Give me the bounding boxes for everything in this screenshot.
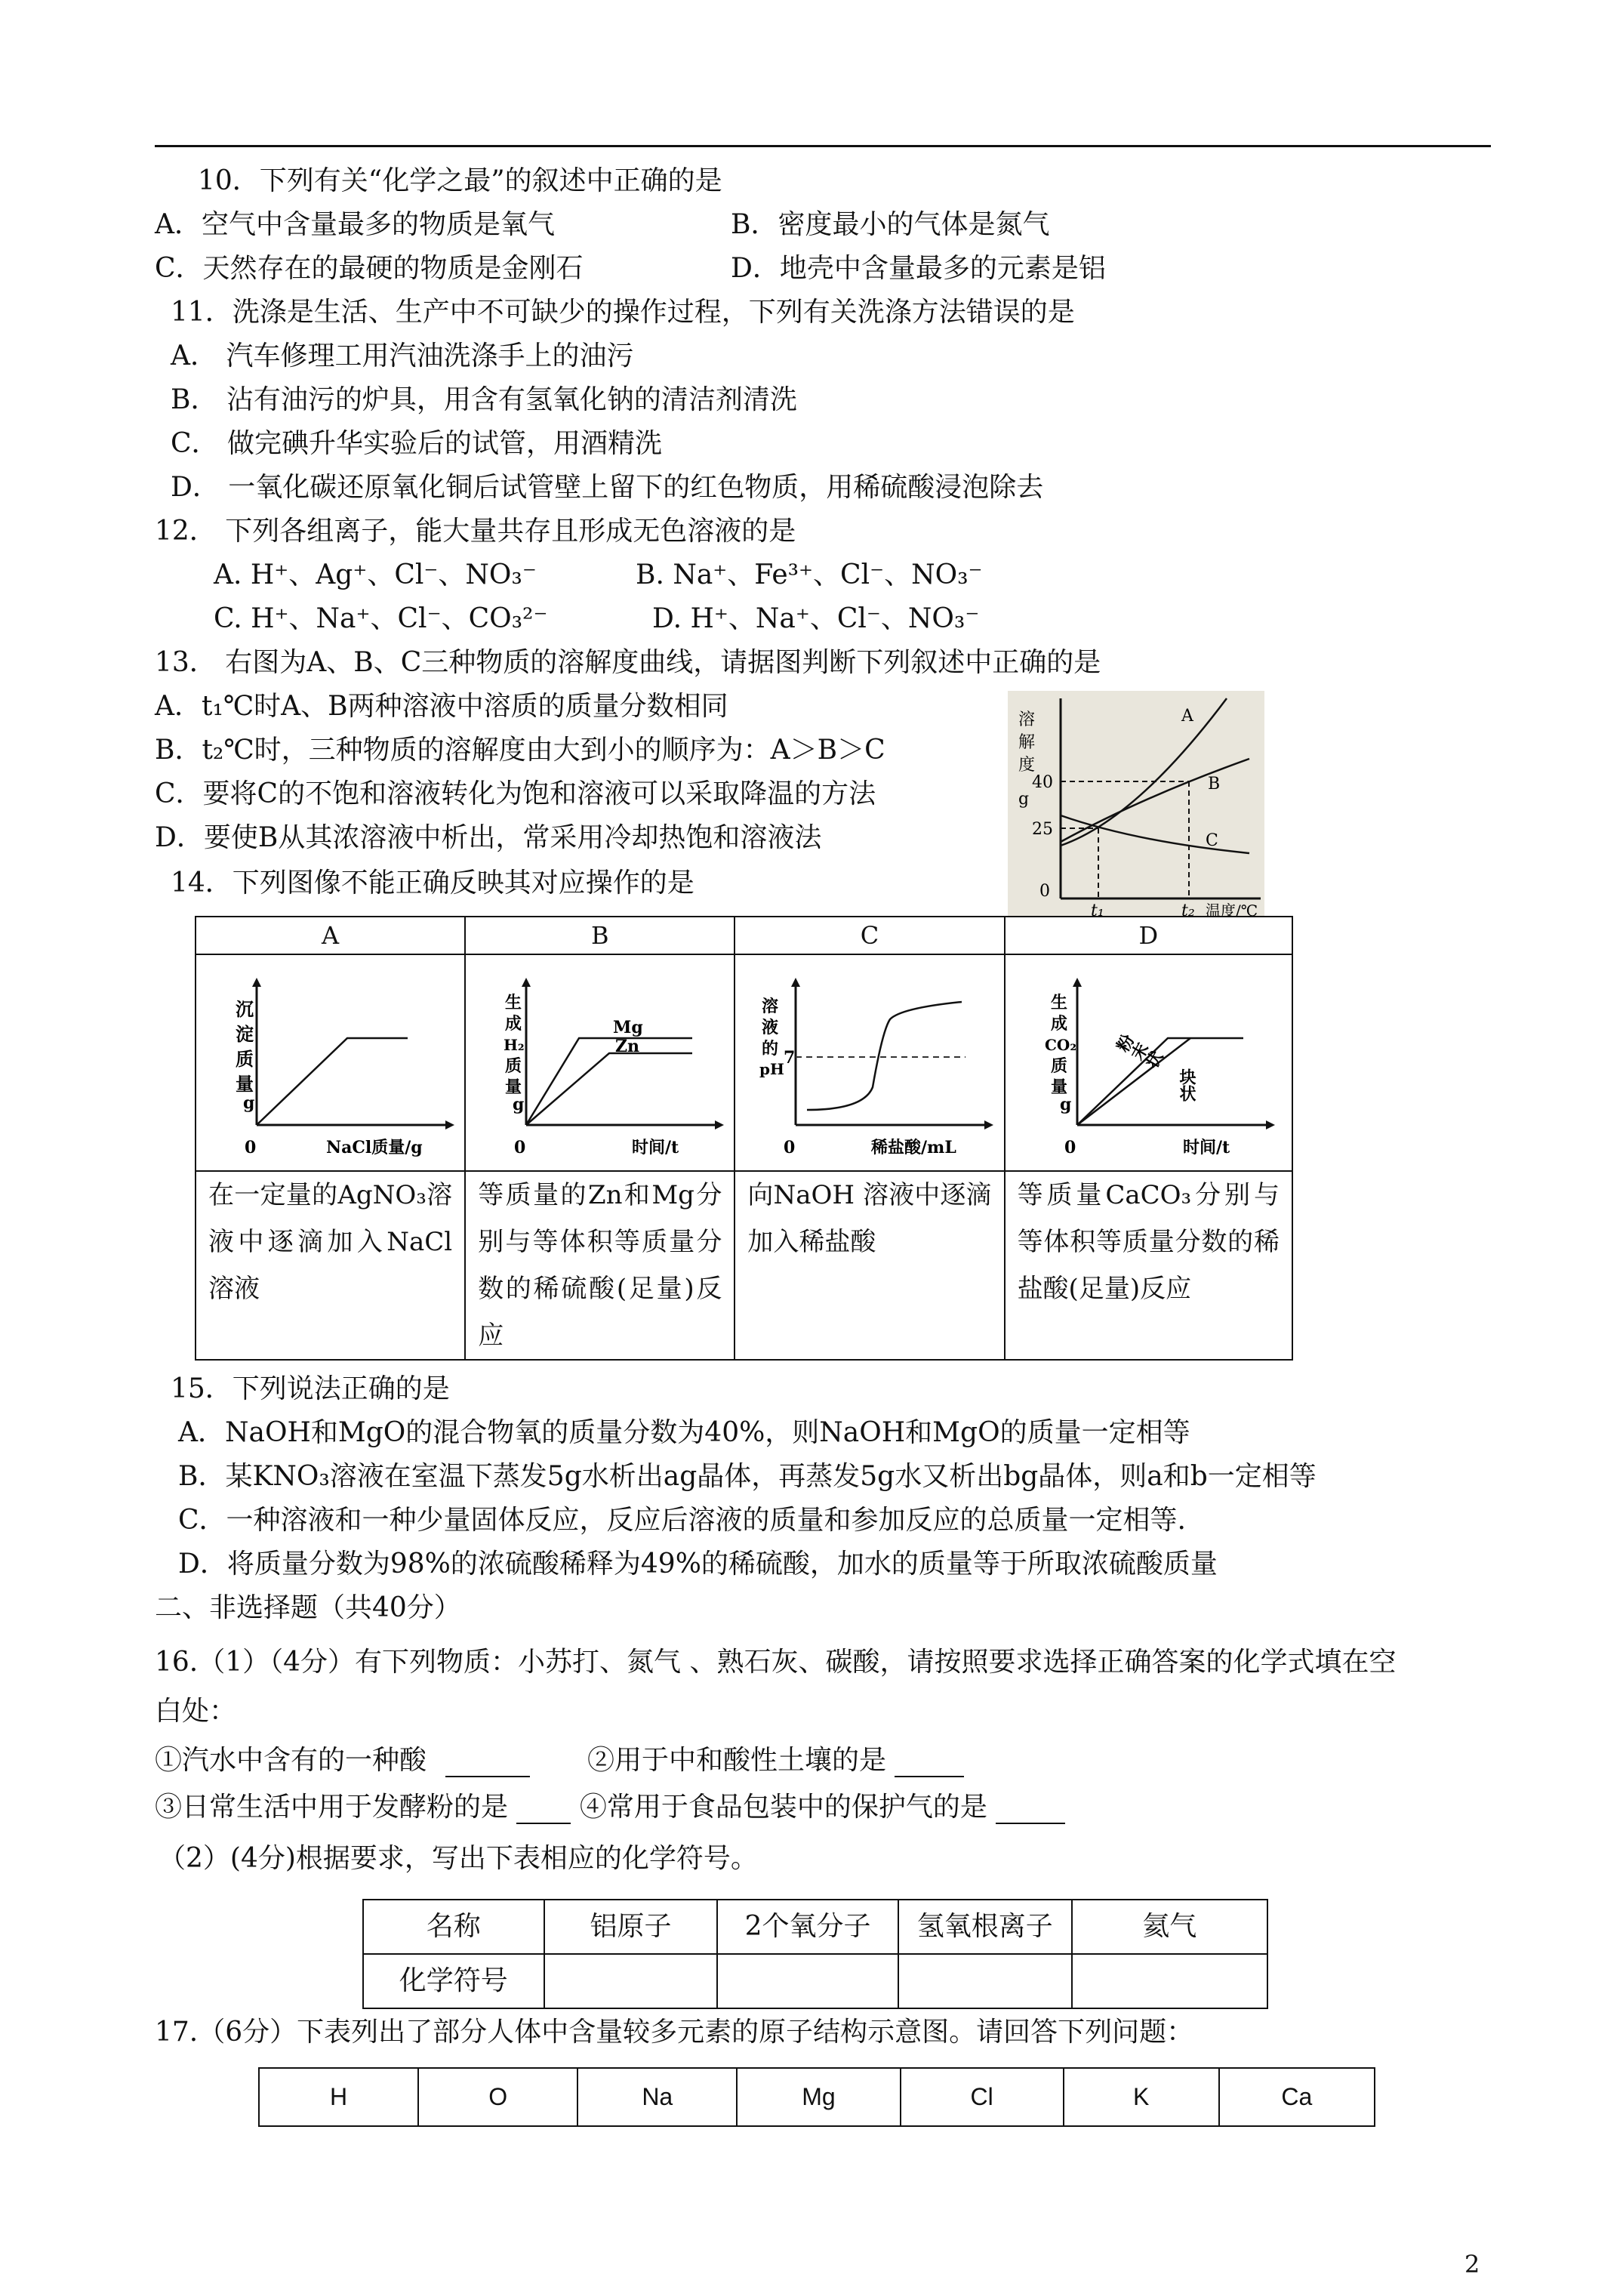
page-number: 2 — [1464, 2250, 1480, 2279]
q16-answer-cell-al[interactable] — [544, 1954, 718, 2008]
q16-stem-line1: 16.（1）（4分）有下列物质：小苏打、氮气 、熟石灰、碳酸，请按照要求选择正确答案的化学式填在空 — [155, 1647, 1397, 1678]
plot-b — [466, 955, 731, 1170]
plot-a-y-arrow — [252, 978, 261, 987]
plot-d-line-powder — [1077, 1038, 1243, 1125]
q14-desc-d: 等质量CaCO₃分别与等体积等质量分数的稀盐酸(足量)反应 — [1005, 1171, 1292, 1360]
q14-desc-a: 在一定量的AgNO₃溶液中逐滴加入NaCl溶液 — [196, 1171, 465, 1360]
q16-table-header-o2: 2个氧分子 — [717, 1900, 898, 1954]
q12-option-a: A. H⁺、Ag⁺、Cl⁻、NO₃⁻ — [214, 559, 537, 590]
plot-a-x-arrow — [445, 1120, 454, 1130]
q17-element-o: O — [418, 2068, 577, 2126]
plot-a-y-label-2: 淀 — [236, 1023, 254, 1045]
curve-c-label: C — [1206, 831, 1218, 850]
q10-option-c: C．天然存在的最硬的物质是金刚石 — [155, 253, 584, 284]
q16-item-1-text: ①汽水中含有的一种酸 — [155, 1745, 427, 1776]
plot-c-origin: 0 — [784, 1138, 796, 1157]
plot-c-x-label: 稀盐酸/mL — [871, 1138, 957, 1157]
q14-table — [195, 916, 1293, 1361]
q16-table-row-symbol: 化学符号 — [363, 1954, 544, 2008]
q15-option-d: D．将质量分数为98%的浓硫酸稀释为49%的稀硫酸，加水的质量等于所取浓硫酸质量 — [178, 1549, 1218, 1579]
plot-b-y-label-4: 质 — [505, 1056, 522, 1076]
q16-symbol-table — [362, 1899, 1268, 2009]
plot-b-y-arrow — [522, 978, 531, 987]
q14-header-d: D — [1005, 917, 1292, 954]
q16-table-header-name: 名称 — [363, 1900, 544, 1954]
plot-a-y-label-3: 质 — [236, 1048, 254, 1070]
q17-element-ca: Ca — [1219, 2068, 1375, 2126]
y-tick-25: 25 — [1032, 820, 1053, 839]
q17-element-cl: Cl — [901, 2068, 1064, 2126]
plot-a-origin: 0 — [245, 1138, 257, 1157]
plot-d-y-arrow — [1073, 978, 1082, 987]
header-rule — [155, 145, 1491, 147]
q16-stem-line2: 白处： — [155, 1696, 237, 1727]
q14-plot-cell-c — [735, 954, 1004, 1171]
plot-c-x-arrow — [984, 1120, 993, 1130]
plot-d-y-label-3: CO₂ — [1044, 1036, 1076, 1054]
q17-element-k: K — [1064, 2068, 1219, 2126]
plot-a-y-unit: g — [243, 1093, 255, 1113]
plot-b-x-arrow — [715, 1120, 724, 1130]
plot-b-x-label: 时间/t — [632, 1138, 679, 1157]
q13-option-d: D．要使B从其浓溶液中析出，常采用冷却热饱和溶液法 — [155, 822, 822, 853]
plot-d-x-arrow — [1266, 1120, 1275, 1130]
curve-b-label: B — [1208, 775, 1221, 794]
plot-d-series-powder: 粉末状 — [1112, 1031, 1166, 1074]
q16-answer-cell-oh[interactable] — [898, 1954, 1072, 2008]
plot-b-y-label-2: 成 — [505, 1014, 522, 1034]
q14-plot-cell-a — [196, 954, 465, 1171]
q17-element-mg: Mg — [737, 2068, 900, 2126]
q16-table-header-he: 氦气 — [1072, 1900, 1267, 1954]
plot-b-line-mg — [526, 1038, 692, 1125]
q16-table-header-oh: 氢氧根离子 — [898, 1900, 1072, 1954]
q15-option-a: A．NaOH和MgO的混合物氧的质量分数为40%，则NaOH和MgO的质量一定相等 — [178, 1417, 1190, 1448]
plot-d-y-label-2: 成 — [1050, 1014, 1067, 1034]
q15-stem: 15．下列说法正确的是 — [171, 1373, 450, 1404]
plot-c-y-arrow — [791, 978, 800, 987]
plot-b-series-mg: Mg — [613, 1018, 643, 1037]
q14-header-c: C — [735, 917, 1004, 954]
plot-b-series-zn: Zn — [615, 1037, 640, 1056]
q16-item-2-text: ②用于中和酸性土壤的是 — [587, 1745, 887, 1776]
solubility-curve-figure — [1008, 691, 1264, 917]
q12-option-d: D. H⁺、Na⁺、Cl⁻、NO₃⁻ — [652, 603, 980, 634]
q12-option-c: C. H⁺、Na⁺、Cl⁻、CO₃²⁻ — [214, 603, 548, 634]
x-tick-t2: t₂ — [1181, 901, 1195, 917]
q16-answer-blank-3[interactable] — [516, 1797, 571, 1824]
plot-c-ph7-tick: 7 — [784, 1048, 796, 1068]
plot-c — [735, 955, 1001, 1170]
origin-label: 0 — [1039, 882, 1050, 901]
y-tick-40: 40 — [1032, 773, 1053, 792]
q15-option-c: C．一种溶液和一种少量固体反应，反应后溶液的质量和参加反应的总质量一定相等. — [178, 1505, 1186, 1536]
q11-stem: 11．洗涤是生活、生产中不可缺少的操作过程，下列有关洗涤方法错误的是 — [171, 297, 1075, 328]
q16-answer-cell-o2[interactable] — [717, 1954, 898, 2008]
q10-stem: 10．下列有关“化学之最”的叙述中正确的是 — [198, 165, 722, 196]
q17-stem: 17.（6分）下表列出了部分人体中含量较多元素的原子结构示意图。请回答下列问题： — [155, 2017, 1194, 2048]
plot-b-origin: 0 — [514, 1138, 526, 1157]
plot-c-y-label-4: pH — [759, 1060, 785, 1078]
q16-answer-blank-1[interactable] — [445, 1750, 530, 1777]
q17-element-na: Na — [577, 2068, 737, 2126]
y-label-1: 溶 — [1018, 710, 1036, 729]
q16-item-3 — [155, 1791, 1065, 1824]
q10-option-d: D．地壳中含量最多的元素是铝 — [731, 253, 1106, 284]
plot-d-y-unit: g — [1059, 1095, 1071, 1114]
y-unit: g — [1018, 790, 1030, 809]
q13-option-c: C．要将C的不饱和溶液转化为饱和溶液可以采取降温的方法 — [155, 778, 876, 809]
q12-stem: 12． 下列各组离子，能大量共存且形成无色溶液的是 — [155, 516, 796, 547]
plot-a — [196, 955, 462, 1170]
y-label-2: 解 — [1018, 733, 1036, 752]
q16-item-1 — [155, 1744, 530, 1777]
q14-plot-cell-d — [1005, 954, 1292, 1171]
plot-c-y-label-2: 液 — [762, 1018, 779, 1037]
plot-d — [1006, 955, 1289, 1170]
q12-option-b: B. Na⁺、Fe³⁺、Cl⁻、NO₃⁻ — [636, 559, 983, 590]
q16-item-4-text: ④常用于食品包装中的保护气的是 — [579, 1792, 987, 1823]
plot-a-line — [257, 1038, 408, 1125]
q16-item-3-text: ③日常生活中用于发酵粉的是 — [155, 1792, 509, 1823]
q16-answer-blank-2[interactable] — [895, 1750, 964, 1777]
q11-option-c: C． 做完碘升华实验后的试管，用酒精洗 — [171, 428, 662, 459]
q14-header-b: B — [465, 917, 735, 954]
q17-element-h: H — [259, 2068, 418, 2126]
q16-answer-blank-4[interactable] — [996, 1797, 1065, 1824]
plot-b-line-zn — [526, 1053, 692, 1125]
y-label-3: 度 — [1018, 756, 1036, 775]
plot-b-y-label-5: 量 — [505, 1077, 522, 1097]
plot-b-y-unit: g — [513, 1095, 525, 1114]
q15-option-b: B．某KNO₃溶液在室温下蒸发5g水析出ag晶体，再蒸发5g水又析出bg晶体，则a和b一定相等 — [178, 1461, 1317, 1492]
q10-option-a: A．空气中含量最多的物质是氧气 — [155, 209, 555, 240]
q16-table-header-al: 铝原子 — [544, 1900, 718, 1954]
q13-option-a: A．t₁℃时A、B两种溶液中溶质的质量分数相同 — [155, 691, 728, 722]
plot-d-series-lump: 块状 — [1176, 1068, 1196, 1102]
q10-option-b: B．密度最小的气体是氮气 — [731, 209, 1050, 240]
q16-part2: （2）(4分)根据要求，写出下表相应的化学符号。 — [159, 1843, 758, 1874]
q11-option-a: A． 汽车修理工用汽油洗涤手上的油污 — [171, 341, 634, 371]
plot-d-x-label: 时间/t — [1182, 1138, 1230, 1157]
q16-answer-cell-he[interactable] — [1072, 1954, 1267, 2008]
q13-stem: 13． 右图为A、B、C三种物质的溶解度曲线，请据图判断下列叙述中正确的是 — [155, 647, 1101, 678]
section-2-heading: 二、非选择题（共40分） — [155, 1592, 461, 1623]
q11-option-b: B． 沾有油污的炉具，用含有氢氧化钠的清洁剂清洗 — [171, 384, 797, 415]
q14-desc-c: 向NaOH 溶液中逐滴加入稀盐酸 — [735, 1171, 1004, 1360]
plot-c-y-label-1: 溶 — [762, 997, 779, 1016]
plot-a-y-label-4: 量 — [236, 1073, 254, 1095]
plot-d-y-label-1: 生 — [1050, 993, 1067, 1012]
q16-item-2 — [587, 1744, 964, 1777]
q17-element-table — [258, 2067, 1375, 2127]
plot-b-y-label-3: H₂ — [504, 1036, 525, 1054]
q14-header-a: A — [196, 917, 465, 954]
plot-d-origin: 0 — [1064, 1138, 1076, 1157]
plot-d-y-label-5: 量 — [1050, 1077, 1067, 1097]
curve-a-label: A — [1181, 707, 1193, 726]
x-axis-label: 温度/℃ — [1206, 901, 1258, 917]
x-tick-t1: t₁ — [1091, 901, 1104, 917]
plot-d-y-label-4: 质 — [1050, 1056, 1067, 1076]
q13-option-b: B．t₂℃时，三种物质的溶解度由大到小的顺序为：A＞B＞C — [155, 735, 885, 766]
q11-option-d: D． 一氧化碳还原氧化铜后试管壁上留下的红色物质，用稀硫酸浸泡除去 — [171, 472, 1044, 503]
q14-plot-cell-b — [465, 954, 735, 1171]
plot-b-y-label-1: 生 — [505, 993, 522, 1012]
plot-c-curve — [807, 1002, 962, 1110]
q14-desc-b: 等质量的Zn和Mg分别与等体积等质量分数的稀硫酸(足量)反应 — [465, 1171, 735, 1360]
plot-c-y-label-3: 的 — [762, 1039, 779, 1059]
q14-stem: 14．下列图像不能正确反映其对应操作的是 — [171, 868, 694, 898]
plot-a-x-label: NaCl质量/g — [326, 1138, 423, 1157]
plot-a-y-label-1: 沉 — [236, 998, 254, 1020]
